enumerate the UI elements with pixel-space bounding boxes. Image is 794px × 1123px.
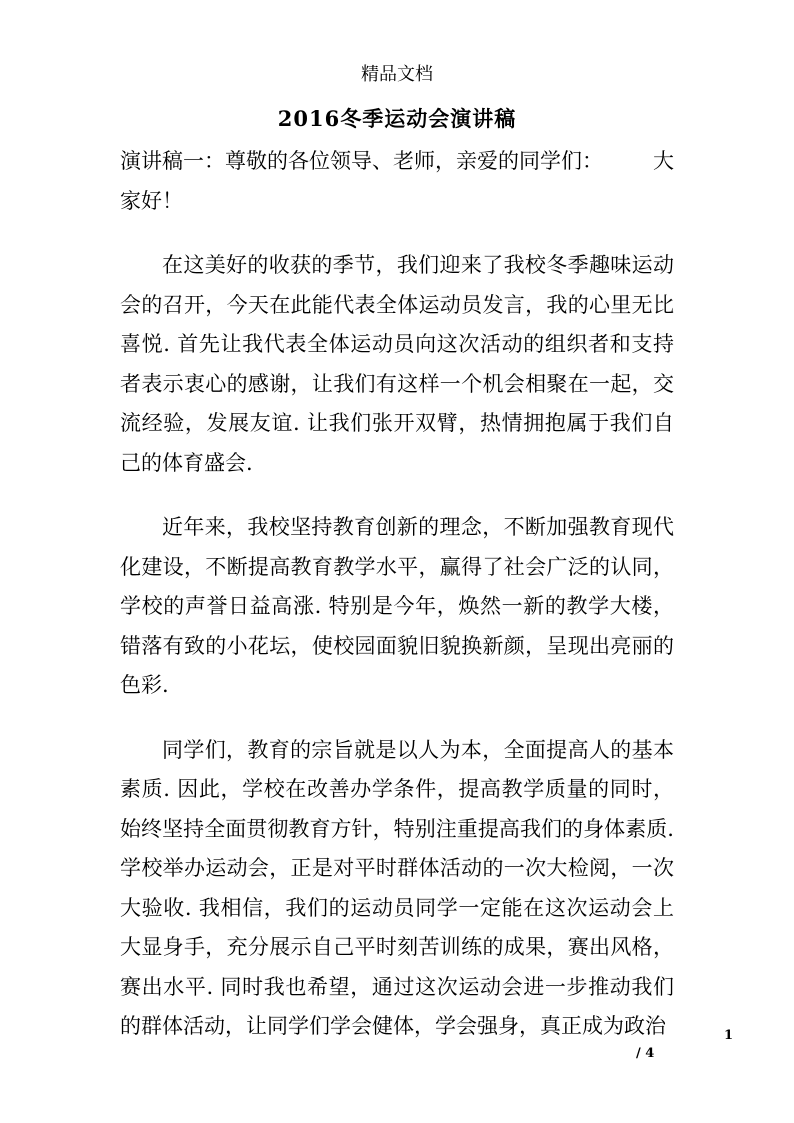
document-header: 精品文档 bbox=[361, 64, 433, 85]
document-title: 2016冬季运动会演讲稿 bbox=[277, 106, 517, 131]
page-total: / 4 bbox=[636, 1046, 655, 1061]
greeting-trailing: 大 bbox=[653, 149, 674, 173]
greeting-line-2: 家好！ bbox=[120, 188, 183, 213]
paragraph: 同学们，教育的宗旨就是以人为本，全面提高人的基本素质. 因此，学校在改善办学条件，提高教学质量的同时，始终坚持全面贯彻教育方针，特别注重提高我们的身体素质. 学校举办运动会，正是对平时群体活动的一次大检阅，一次大验收. 我相信，我们的运动员同学一定能在这次运动会上大显身手，充分展示自己平时刻苦训练的成果，赛出风格，赛出水平. 同时我也希望，通过这次运动会进一步推动我们的群体活动，让同学们学会健体，学会强身，真正成为政治 bbox=[120, 737, 674, 1038]
paragraph: 在这美好的收获的季节，我们迎来了我校冬季趣味运动会的召开，今天在此能代表全体运动员发言，我的心里无比喜悦. 首先让我代表全体运动员向这次活动的组织者和支持者表示衷心的感谢，让我们有这样一个机会相聚在一起，交流经验，发展友谊. 让我们张开双臂，热情拥抱属于我们自己的体育盛会. bbox=[120, 253, 674, 475]
page-number: 1 bbox=[724, 1028, 734, 1043]
greeting-line bbox=[120, 142, 674, 182]
paragraph: 近年来，我校坚持教育创新的理念，不断加强教育现代化建设，不断提高教育教学水平，赢得了社会广泛的认同，学校的声誉日益高涨. 特别是今年，焕然一新的教学大楼，错落有致的小花坛，使校园面貌旧貌换新颜，呈现出亮丽的色彩. bbox=[120, 515, 674, 697]
document-body bbox=[120, 142, 674, 1047]
greeting-text: 演讲稿一：尊敬的各位领导、老师，亲爱的同学们： bbox=[120, 149, 603, 173]
